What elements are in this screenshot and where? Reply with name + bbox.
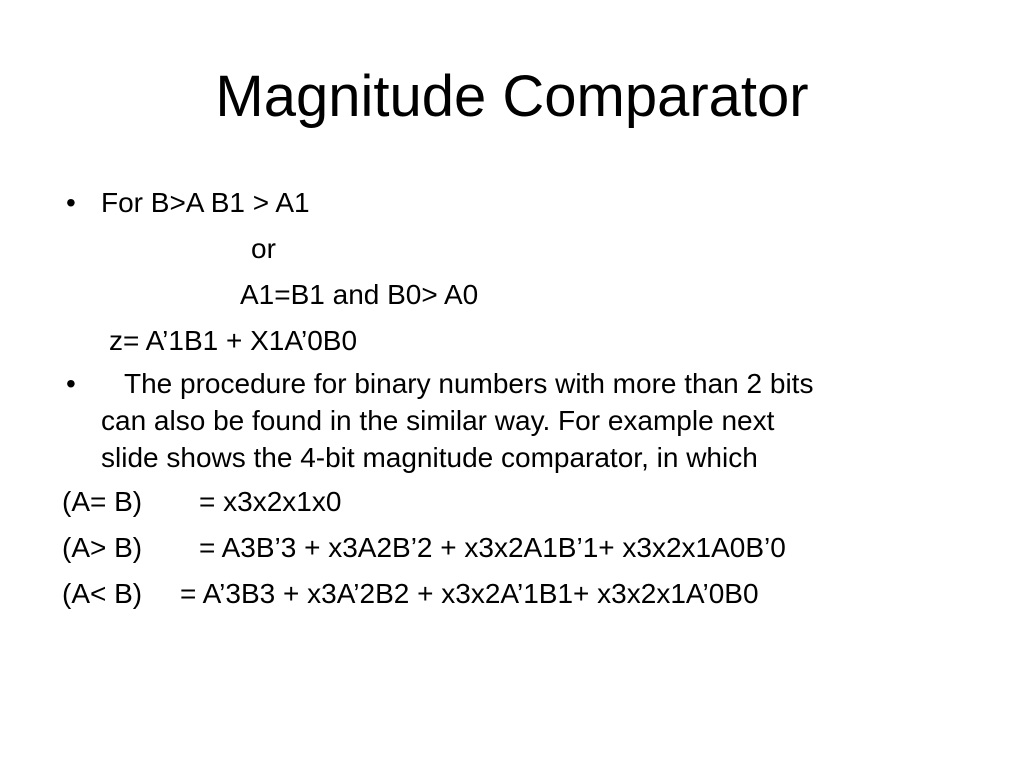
text-line-1: For B>A B1 > A1 bbox=[101, 187, 310, 218]
text-line-6: can also be found in the similar way. For example next bbox=[101, 405, 775, 436]
equation-label-gt: (A> B) bbox=[62, 532, 143, 563]
text-line-5: The procedure for binary numbers with more than 2 bits bbox=[124, 368, 814, 399]
equation-lt: = A’3B3 + x3A’2B2 + x3x2A’1B1+ x3x2x1A’0B0 bbox=[180, 578, 759, 609]
bullet-icon: • bbox=[66, 368, 76, 399]
equation-label-lt: (A< B) bbox=[62, 578, 143, 609]
equation-label-eq: (A= B) bbox=[62, 486, 143, 517]
text-line-7: slide shows the 4-bit magnitude comparator, in which bbox=[101, 442, 758, 473]
text-line-4: z= A’1B1 + X1A’0B0 bbox=[109, 325, 358, 356]
equation-eq: = x3x2x1x0 bbox=[199, 486, 342, 517]
text-line-2: or bbox=[251, 233, 276, 264]
equation-gt: = A3B’3 + x3A2B’2 + x3x2A1B’1+ x3x2x1A0B’0 bbox=[199, 532, 786, 563]
slide-title: Magnitude Comparator bbox=[215, 64, 809, 129]
bullet-icon: • bbox=[66, 187, 76, 218]
text-line-3: A1=B1 and B0> A0 bbox=[240, 279, 479, 310]
